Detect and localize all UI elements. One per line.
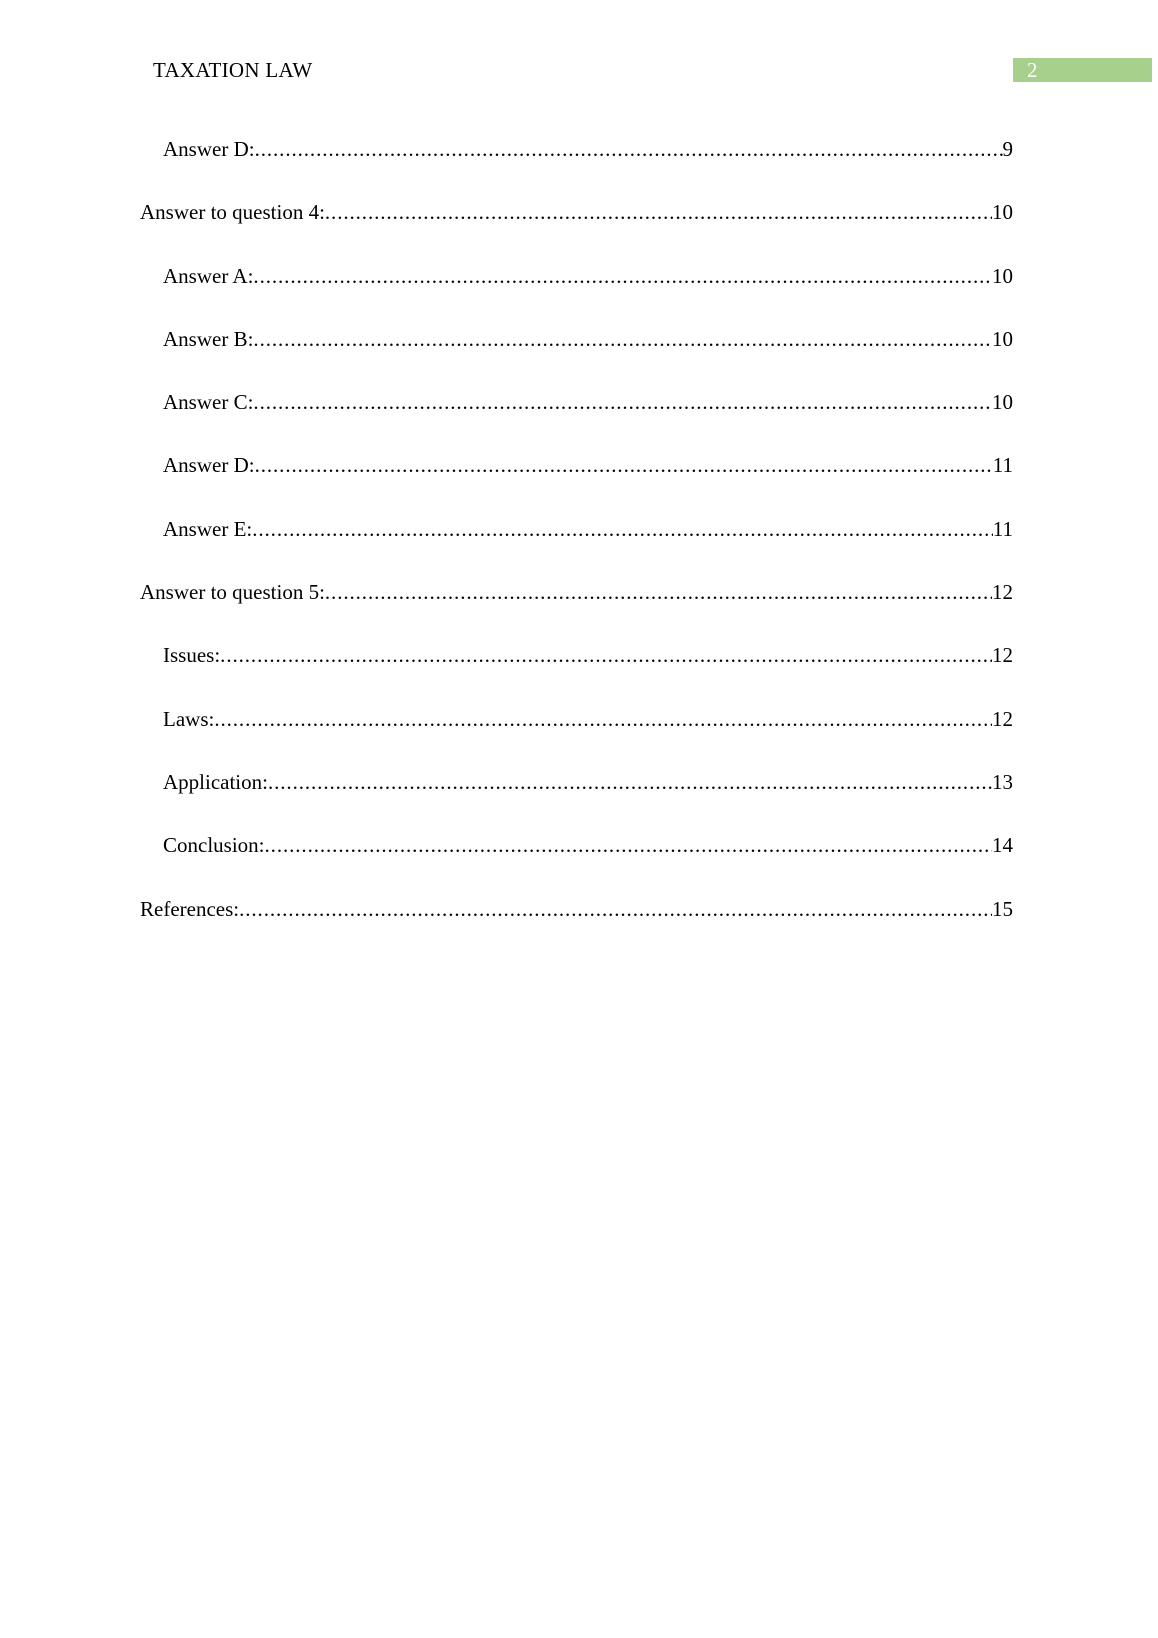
toc-entry-label: Answer B:	[163, 326, 254, 351]
toc-entry-page: 12	[992, 643, 1013, 668]
toc-entry-page: 10	[992, 326, 1013, 351]
toc-entry-page: 11	[992, 453, 1013, 478]
toc-entry[interactable]	[140, 704, 1013, 767]
toc-entry[interactable]	[140, 387, 1013, 450]
toc-entry-page: 9	[1002, 137, 1013, 161]
toc-entry-page: 10	[992, 390, 1013, 415]
toc-entry-page: 11	[992, 516, 1013, 541]
toc-entry-label: Issues:	[163, 643, 221, 668]
toc-dot-leader	[265, 830, 992, 860]
toc-dot-leader	[239, 894, 992, 924]
toc-dot-leader	[255, 450, 993, 480]
toc-entry-label: References:	[140, 896, 240, 921]
toc-entry-label: Laws:	[163, 706, 215, 731]
toc-entry-label: Answer D:	[163, 453, 255, 478]
toc-entry[interactable]	[140, 324, 1013, 387]
toc-entry[interactable]	[140, 577, 1013, 640]
toc-entry-page: 10	[992, 263, 1013, 288]
toc-entry[interactable]	[140, 894, 1013, 957]
toc-dot-leader	[325, 197, 992, 227]
toc-entry-label: Conclusion:	[163, 833, 265, 858]
table-of-contents	[140, 134, 1013, 957]
toc-entry-page: 12	[992, 580, 1013, 605]
toc-dot-leader	[255, 134, 1003, 164]
toc-entry-page: 12	[992, 706, 1013, 731]
toc-entry-label: Answer C:	[163, 390, 254, 415]
toc-dot-leader	[325, 577, 992, 607]
toc-dot-leader	[253, 261, 992, 291]
toc-dot-leader	[253, 387, 992, 417]
toc-entry-label: Answer to question 4:	[140, 200, 325, 225]
toc-entry-label: Application:	[163, 769, 268, 794]
toc-dot-leader	[252, 514, 993, 544]
running-head: TAXATION LAW	[153, 58, 313, 82]
page-number: 2	[1027, 58, 1038, 82]
toc-entry[interactable]	[140, 450, 1013, 513]
toc-entry-label: Answer to question 5:	[140, 580, 325, 605]
toc-dot-leader	[253, 324, 992, 354]
toc-entry[interactable]	[140, 640, 1013, 703]
toc-entry[interactable]	[140, 767, 1013, 830]
toc-entry[interactable]	[140, 134, 1013, 197]
toc-entry-label: Answer A:	[163, 263, 254, 288]
page-header	[0, 56, 1158, 84]
toc-entry[interactable]	[140, 261, 1013, 324]
toc-entry-page: 10	[992, 200, 1013, 225]
toc-dot-leader	[214, 704, 992, 734]
toc-entry[interactable]	[140, 830, 1013, 893]
toc-entry-page: 13	[992, 769, 1013, 794]
toc-dot-leader	[268, 767, 992, 797]
toc-entry-label: Answer E:	[163, 516, 253, 541]
toc-dot-leader	[220, 640, 992, 670]
toc-entry-page: 14	[992, 833, 1013, 858]
toc-entry[interactable]	[140, 197, 1013, 260]
toc-entry-page: 15	[992, 896, 1013, 921]
toc-entry-label: Answer D:	[163, 137, 255, 161]
toc-entry[interactable]	[140, 514, 1013, 577]
page-number-badge	[1013, 58, 1152, 82]
